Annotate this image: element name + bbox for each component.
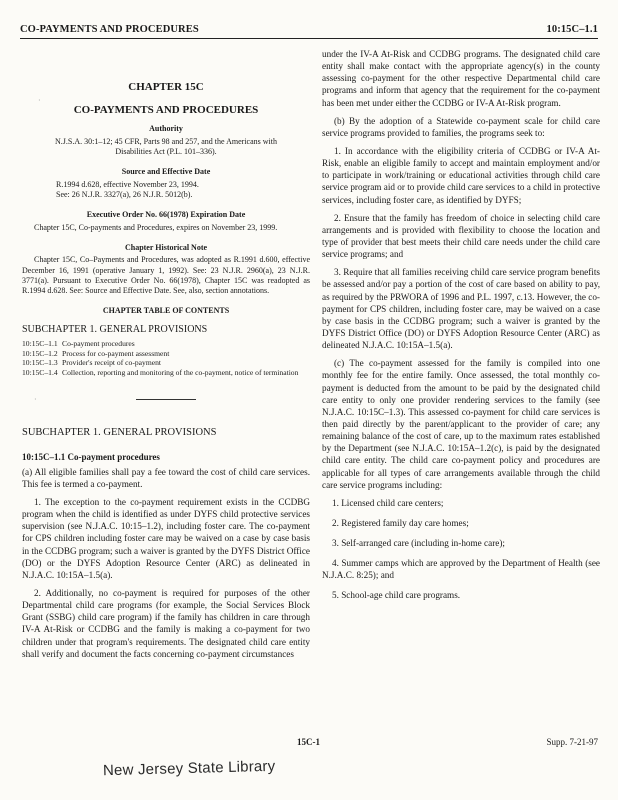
toc-entry-number: 10:15C–1.2 [22,348,58,358]
scan-speck: · [34,395,37,404]
toc-heading: CHAPTER TABLE OF CONTENTS [102,306,230,316]
list-item: 4. Summer camps which are approved by the Department of Health (see N.J.A.C. 8:25); and [322,558,600,581]
toc-entry-number: 10:15C–1.4 [22,367,58,377]
list-item: 1. Licensed child care centers; [332,497,444,508]
paragraph-a-2: 2. Additionally, no co-payment is required for purposes of the other Departmental child care programs (for example, the Social Services Block Grant (SSBG) child care program) if the family has children in care through IV-A At-Risk or CCDBG and the family is making a co-payment for two children under that program's requirements. The designated child care entity shall verify and document the facts concerning co-payment circumstances [22,588,310,659]
toc-entry-title: Collection, reporting and monitoring of the co-payment, notice of termination [62,367,299,377]
toc-subchapter: SUBCHAPTER 1. GENERAL PROVISIONS [22,323,208,335]
source-line-1: R.1994 d.628, effective November 23, 1994. [56,179,199,189]
paragraph-b: (b) By the adoption of a Statewide co-payment scale for child care service programs provided to families, the programs seek to: [322,115,600,138]
paragraph-b-1: 1. In accordance with the eligibility criteria of CCDBG or IV-A At-Risk, enable an eligible family to accept and maintain employment and/or to participate in work/training or educational activities through child care service program aid or to provide child care services to a child in protective services, including foster care, as identified by DYFS; [322,145,600,205]
section-divider [136,399,196,400]
toc-entry [22,349,310,358]
source-heading: Source and Effective Date [121,167,211,177]
paragraph-c: (c) The co-payment assessed for the family is compiled into one monthly fee for the entire family. Once assessed, the total monthly co-payment is deducted from the amount to be paid by the designated child care entity to only one provider rendering services to the family (see N.J.A.C. 10:15C–1.3). This assessed co-payment for child care services is then paid directly by the parent/applicant to the provider of care; any remaining balance of the cost of care, up to the maximum rates established by the Department (see N.J.A.C. 10:15A–1.2(c), is paid by the designated child care entity. The child care co-payment policy and procedures are applicable for all types of care arrangements available through the child care service programs including: [322,358,600,490]
paragraph-b-2: 2. Ensure that the family has freedom of choice in selecting child care arrangements and is provided with flexibility to choose the location and type of provider that best meets their child care needs under the child care service programs; and [322,212,600,260]
executive-order-heading: Executive Order No. 66(1978) Expiration Date [86,210,246,220]
paragraph-b-3: 3. Require that all families receiving child care service program benefits be assessed and/or pay a portion of the cost of care based on ability to pay, as required by the PRWORA of 1996 and P.L. 1997, c.13. However, the co-payment for CPS children, including foster care, may be waived on a case by case basis in the CCDBG program; such a waiver is granted by the DYFS District Office (DO) or DYFS Adoption Resource Center (ARC) as delineated N.J.A.C. 10:15A–1.5(a). [322,267,600,351]
authority-text: N.J.S.A. 30:1–12; 45 CFR, Parts 98 and 257, and the Americans with Disabilities Act (P.L. 101–336). [55,136,277,156]
chapter-number: CHAPTER 15C [128,81,204,93]
page-number: 15C-1 [297,737,320,747]
toc-entry-title: Co-payment procedures [62,339,135,349]
toc-entry-title: Process for co-payment assessment [62,348,170,358]
section-heading: 10:15C–1.1 Co-payment procedures [22,451,160,462]
supplement-date: Supp. 7-21-97 [546,737,598,747]
toc-entry-number: 10:15C–1.3 [22,358,58,368]
header-title: CO-PAYMENTS AND PROCEDURES [20,24,199,35]
paragraph-a-2-continued: under the IV-A At-Risk and CCDBG programs. The designated child care entity shall make contact with the appropriate agency(s) in the county assessing co-payment for the other respective Departmental child care programs and inform that agency that the requirement for the co-payment has been met under either the CCDBG or IV-A At-Risk program. [322,49,600,108]
list-item: 3. Self-arranged care (including in-home care); [332,538,505,549]
chapter-title: CO-PAYMENTS AND PROCEDURES [73,103,259,116]
executive-order-text: Chapter 15C, Co-payments and Procedures, expires on November 23, 1999. [34,222,278,232]
toc-entry-number: 10:15C–1.1 [22,339,58,349]
right-column [322,48,600,610]
left-column [22,48,310,666]
care-types-list [322,497,600,602]
historical-note-heading: Chapter Historical Note [124,242,208,252]
scan-speck: · [38,96,41,105]
toc-list [22,339,310,377]
toc-entry [22,368,310,377]
paragraph-a-1: 1. The exception to the co-payment requirement exists in the CCDBG program when the child is identified as under DYFS child protective services supervision (see N.J.A.C. 10:15–1.2), including foster care. The co-payment for CPS children including foster care may be waived on a case by case basis in the CCDBG program; such a waiver is granted by the DYFS District Office (DO) or the DYFS Adoption Resource Center (ARC) as delineated in N.J.A.C. 10:15A–1.5(a). [22,497,310,580]
list-item: 2. Registered family day care homes; [332,517,469,528]
header-section-number: 10:15C–1.1 [546,24,598,35]
toc-entry [22,358,310,367]
toc-entry-title: Provider's receipt of co-payment [62,358,161,368]
paragraph-a: (a) All eligible families shall pay a fee toward the cost of child care services. This fee is termed a co-payment. [22,466,310,489]
header-rule [20,38,598,39]
running-header [20,24,598,35]
historical-note-text: Chapter 15C, Co–Payments and Procedures, was adopted as R.1991 d.600, effective December 16, 1991 (operative January 1, 1992). See: 23 N.J.R. 2960(a), 23 N.J.R. 3771(a). Pursuant to Executive Order No. 66(1978), Chapter 15C was readopted as R.1994 d.628. See: Source and Effective Date. See, also, section annotations. [22,255,310,296]
toc-entry [22,339,310,348]
library-stamp: New Jersey State Library [102,757,276,780]
source-line-2: See: 26 N.J.R. 3327(a), 26 N.J.R. 5012(b). [56,189,193,199]
authority-heading: Authority [149,124,183,134]
subchapter-heading: SUBCHAPTER 1. GENERAL PROVISIONS [22,427,217,438]
list-item: 5. School-age child care programs. [332,590,461,601]
